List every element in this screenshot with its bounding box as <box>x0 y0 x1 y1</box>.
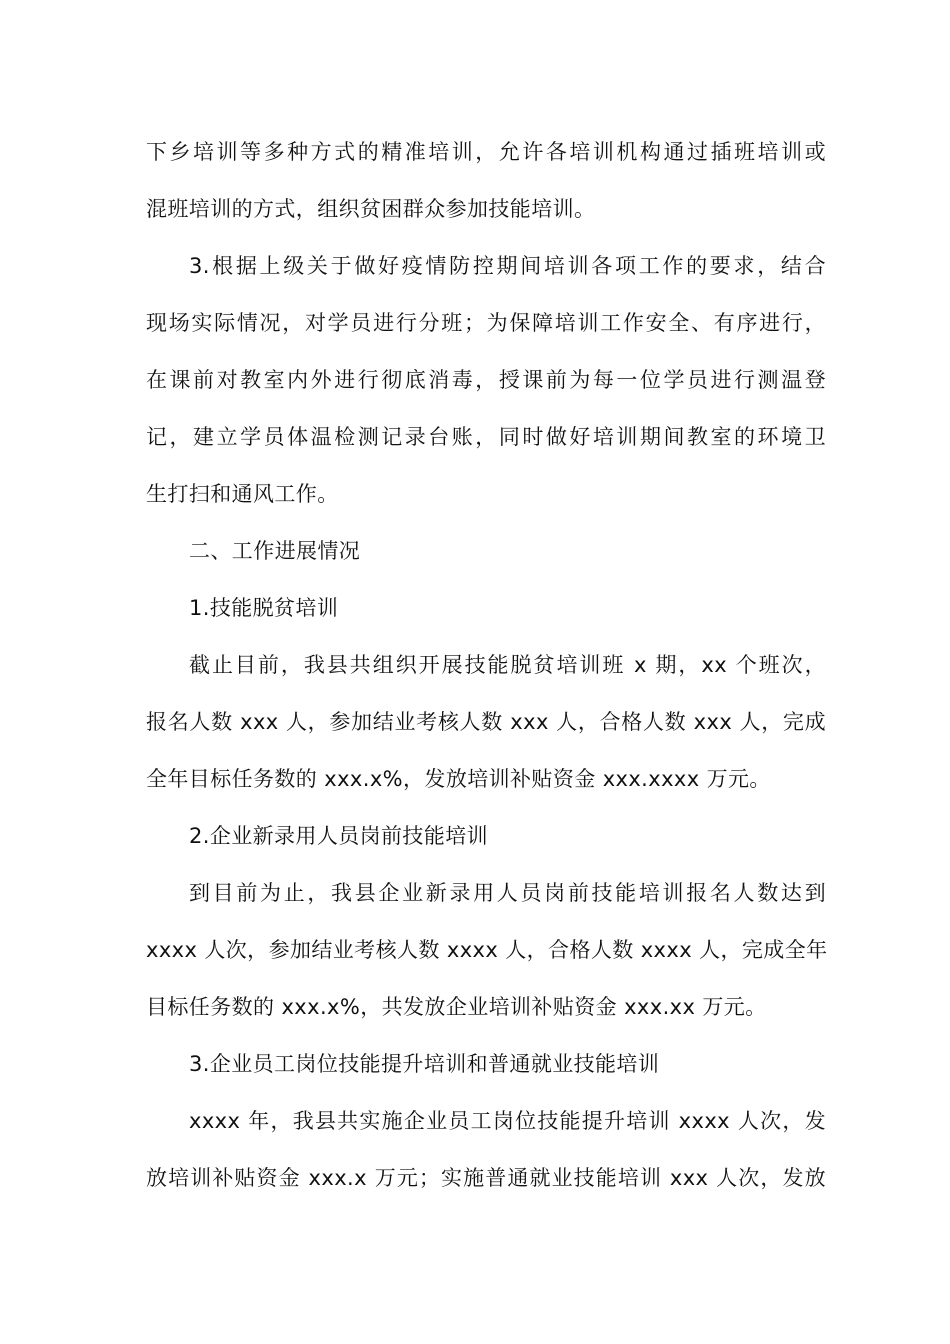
subsection-heading: 2.企业新录用人员岗前技能培训 <box>189 824 489 848</box>
section-heading: 二、工作进展情况 <box>189 539 361 563</box>
paragraph-line: 在课前对教室内外进行彻底消毒，授课前为每一位学员进行测温登 <box>146 368 826 392</box>
paragraph-line: 混班培训的方式，组织贫困群众参加技能培训。 <box>146 197 596 221</box>
paragraph-line: 放培训补贴资金 xxx.x 万元；实施普通就业技能培训 xxx 人次，发放 <box>146 1166 826 1190</box>
paragraph-line: 报名人数 xxx 人，参加结业考核人数 xxx 人，合格人数 xxx 人，完成 <box>146 710 826 734</box>
subsection-heading: 1.技能脱贫培训 <box>189 596 339 620</box>
paragraph-line: 到目前为止，我县企业新录用人员岗前技能培训报名人数达到 <box>189 881 826 905</box>
paragraph-line: xxxx 年，我县共实施企业员工岗位技能提升培训 xxxx 人次，发 <box>189 1109 826 1133</box>
paragraph-line: 生打扫和通风工作。 <box>146 482 339 506</box>
paragraph-line: 目标任务数的 xxx.x%，共发放企业培训补贴资金 xxx.xx 万元。 <box>146 995 767 1019</box>
paragraph-line: xxxx 人次，参加结业考核人数 xxxx 人，合格人数 xxxx 人，完成全年 <box>146 938 828 962</box>
paragraph-line: 记，建立学员体温检测记录台账，同时做好培训期间教室的环境卫 <box>146 425 826 449</box>
paragraph-line: 3.根据上级关于做好疫情防控期间培训各项工作的要求，结合 <box>189 254 826 278</box>
paragraph-line: 下乡培训等多种方式的精准培训，允许各培训机构通过插班培训或 <box>146 140 826 164</box>
paragraph-line: 全年目标任务数的 xxx.x%，发放培训补贴资金 xxx.xxxx 万元。 <box>146 767 771 791</box>
paragraph-line: 截止目前，我县共组织开展技能脱贫培训班 x 期，xx 个班次， <box>189 653 826 677</box>
subsection-heading: 3.企业员工岗位技能提升培训和普通就业技能培训 <box>189 1052 660 1076</box>
paragraph-line: 现场实际情况，对学员进行分班；为保障培训工作安全、有序进行， <box>146 311 826 335</box>
